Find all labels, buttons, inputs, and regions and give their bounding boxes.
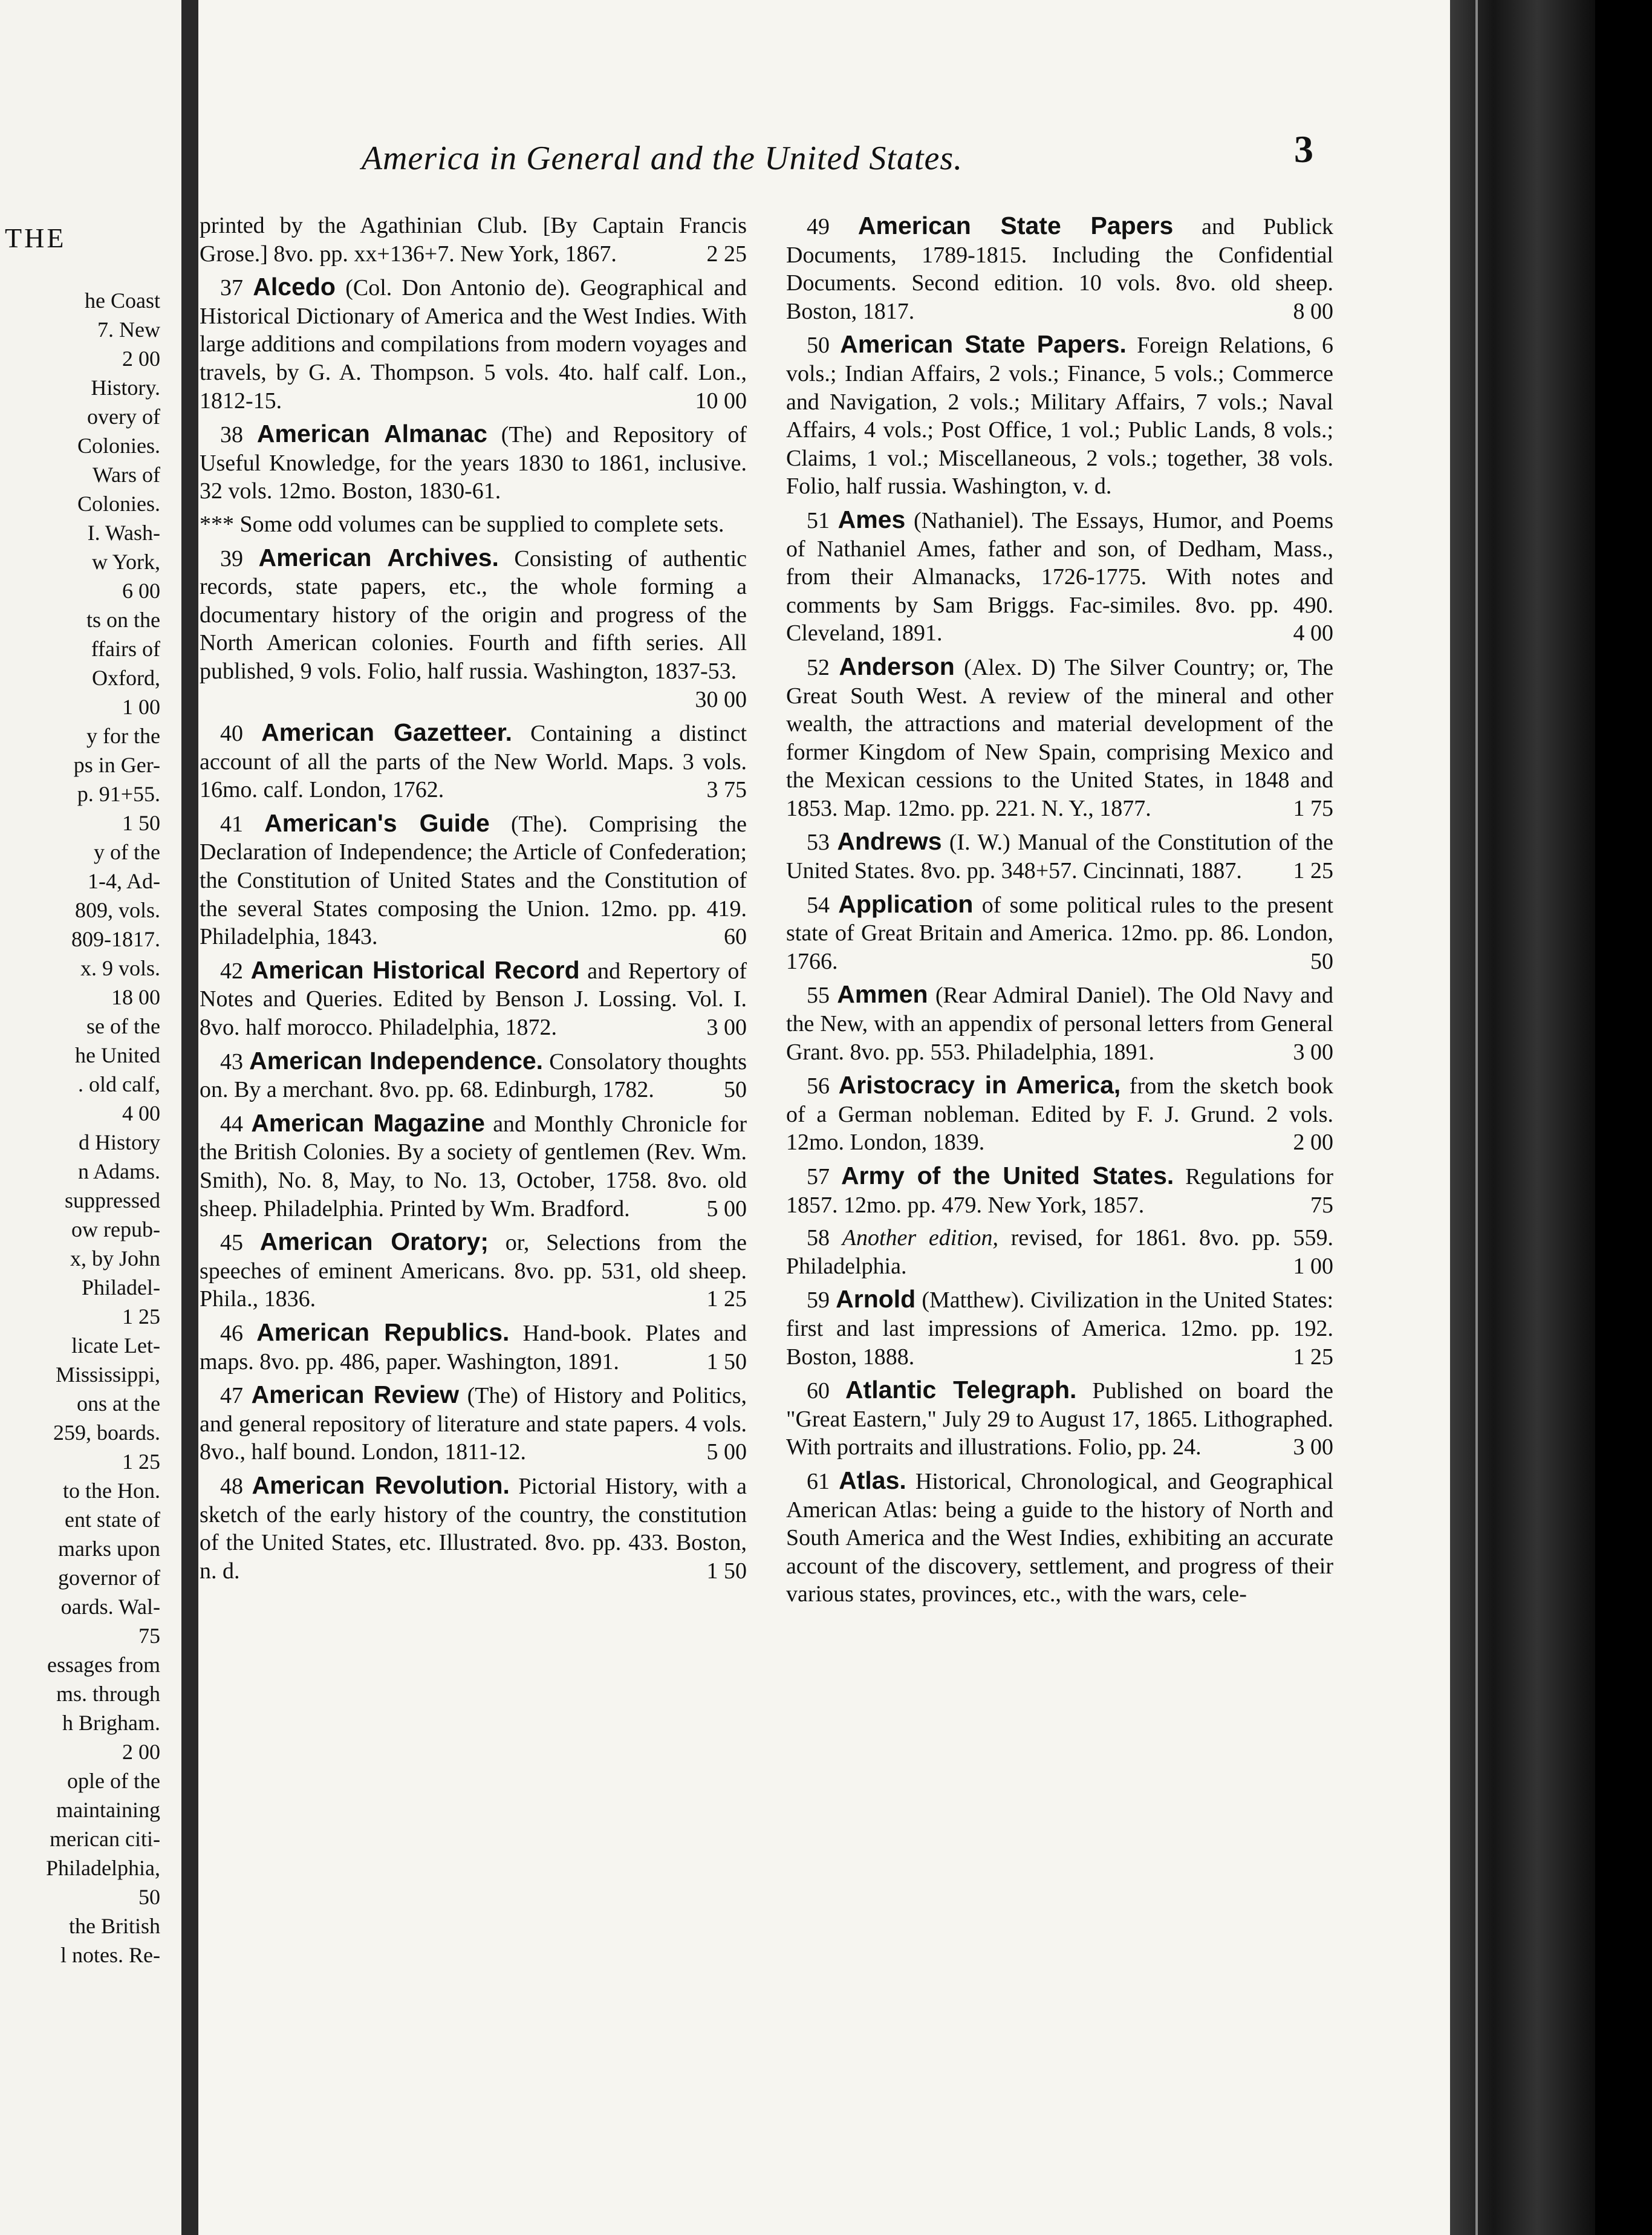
previous-page-line: ow repub-	[71, 1217, 160, 1241]
previous-page-line: 2 00	[122, 346, 160, 371]
previous-page-line: 7. New	[97, 317, 160, 342]
entry-price: 2 00	[1293, 1130, 1333, 1156]
previous-page-line: se of the	[86, 1014, 160, 1038]
entry-number: 51	[807, 507, 830, 533]
previous-page-line: 259, boards.	[53, 1420, 160, 1445]
entry-number: 49	[807, 214, 830, 239]
page-edge	[1450, 0, 1595, 2235]
previous-page-line: governor of	[58, 1566, 160, 1590]
catalog-entry	[200, 718, 747, 804]
entry-heading: Ames	[837, 505, 906, 533]
entry-heading: American's Guide	[264, 808, 490, 837]
previous-page-line: merican citi-	[50, 1827, 160, 1851]
entry-heading: American State Papers	[857, 212, 1174, 239]
entry-price: 30 00	[695, 686, 747, 712]
entry-number: 47	[220, 1383, 243, 1409]
entry-price: 1 00	[1293, 1253, 1333, 1279]
entry-number: 37	[220, 275, 243, 301]
previous-page-line: h Brigham.	[62, 1711, 160, 1735]
entry-heading: Atlas.	[839, 1466, 906, 1494]
entry-price: 1 50	[706, 1348, 747, 1375]
page-number: 3	[1294, 128, 1313, 171]
previous-page-line: Oxford,	[92, 666, 160, 690]
entry-text: of some political rules to the present state of Great Britain and America. 12mo. pp. 86. London, 1766.	[786, 892, 1334, 974]
entry-number: 54	[807, 892, 830, 918]
previous-page-line: Wars of	[92, 463, 160, 487]
entry-heading: American Almanac	[256, 420, 487, 448]
entry-price: 3 75	[706, 777, 747, 803]
entry-heading: American Review	[251, 1381, 460, 1409]
entry-price: 5 00	[706, 1439, 747, 1465]
entry-number: 40	[220, 721, 243, 747]
catalog-entry	[200, 809, 747, 951]
catalog-entry	[200, 1047, 747, 1104]
entry-heading: American State Papers.	[840, 330, 1127, 359]
previous-page-line: marks upon	[58, 1537, 160, 1561]
previous-page-line: ms. through	[56, 1682, 160, 1706]
previous-page-line: ts on the	[86, 608, 160, 632]
previous-page-line: 1 25	[122, 1449, 160, 1474]
previous-page-line: THE	[5, 223, 67, 253]
entry-number: 41	[220, 811, 243, 837]
entry-text: (I. W.) Manual of the Constitution of the United States. 8vo. pp. 348+57. Cincinnati, 1887.	[786, 830, 1334, 884]
entry-price: 8 00	[1293, 298, 1333, 324]
entry-text: Consolatory thoughts on. By a merchant. 8vo. pp. 68. Edinburgh, 1782.	[200, 1049, 747, 1103]
previous-page-line: he Coast	[85, 288, 160, 313]
previous-page-line: y of the	[94, 840, 160, 864]
entry-text: Published on board the "Great Eastern," July 29 to August 17, 1865. Lithographed. With portraits and illustrations. Folio, pp. 24.	[786, 1378, 1333, 1460]
catalog-entry	[200, 1318, 747, 1376]
previous-page-line: 1 00	[122, 695, 160, 719]
entry-number: 38	[220, 422, 243, 448]
entry-number: 50	[807, 333, 830, 359]
catalog-entry	[786, 890, 1333, 976]
entry-number: 57	[807, 1164, 830, 1189]
entry-heading: Army of the United States.	[841, 1162, 1174, 1189]
entry-price: 5 00	[706, 1196, 747, 1222]
catalog-entry	[200, 956, 747, 1042]
entry-heading: American Archives.	[258, 543, 499, 571]
catalog-entry	[786, 1285, 1333, 1371]
entry-heading: Arnold	[836, 1285, 916, 1313]
previous-page-line: ople of the	[67, 1769, 160, 1793]
entry-heading: American Magazine	[251, 1108, 485, 1137]
previous-page-line: 75	[138, 1624, 160, 1648]
previous-page-line: 1 50	[122, 811, 160, 835]
catalog-entry	[200, 1109, 747, 1223]
previous-page-line: Mississippi,	[55, 1362, 160, 1387]
entry-text: Historical, Chronological, and Geographical American Atlas: being a guide to the history of North and South America and the West Indies, exhibiting an accurate account of the discovery, settlement, and progress of their various states, provinces, etc., with the wars, cele-	[786, 1468, 1333, 1607]
continuation-text: printed by the Agathinian Club. [By Captain Francis Grose.] 8vo. pp. xx+136+7. New York, 1867.	[200, 213, 747, 267]
entry-number: 55	[807, 983, 830, 1009]
entry-heading: American Independence.	[249, 1046, 544, 1075]
previous-page-line: essages from	[47, 1653, 160, 1677]
entry-text: revised, for 1861. 8vo. pp. 559. Philadelphia.	[786, 1225, 1333, 1279]
entry-price: 10 00	[695, 388, 747, 414]
entry-text: and Repertory of Notes and Queries. Edited by Benson J. Lossing. Vol. I. 8vo. half morocco. Philadelphia, 1872.	[200, 958, 747, 1041]
entry-text: Regulations for 1857. 12mo. pp. 479. New York, 1857.	[786, 1164, 1333, 1218]
previous-page-line: Colonies.	[77, 434, 160, 458]
entry-price: 60	[724, 924, 747, 950]
entry-price: 1 25	[706, 1286, 747, 1312]
entry-heading: American Revolution.	[252, 1471, 510, 1499]
catalog-entry	[786, 980, 1333, 1066]
entry-heading: Atlantic Telegraph.	[845, 1376, 1077, 1404]
entry-heading: Anderson	[839, 652, 955, 680]
entry-text: (Col. Don Antonio de). Geographical and Historical Dictionary of America and the West Indies. With large additions and compilations from modern voyages and travels, by G. A. Thompson. 5 vols. 4to. half calf. Lon., 1812-15.	[200, 275, 747, 414]
previous-page-line: ons at the	[77, 1391, 160, 1416]
entry-text: Consisting of authentic records, state papers, etc., the whole forming a documentary history of the origin and progress of the North American colonies. Fourth and fifth series. All published, 9 vols. Folio, half russia. Washington, 1837-53.	[200, 545, 747, 684]
previous-page-line: oards. Wal-	[60, 1595, 160, 1619]
entry-price: 1 25	[1293, 1344, 1333, 1370]
previous-page-line: x. 9 vols.	[80, 956, 160, 980]
previous-page-line: . old calf,	[78, 1072, 160, 1096]
previous-page-line: n Adams.	[77, 1159, 160, 1183]
entry-number: 45	[220, 1230, 243, 1256]
previous-page-line: Colonies.	[77, 492, 160, 516]
previous-page-line: History.	[91, 376, 160, 400]
entry-text: (Matthew). Civilization in the United States: first and last impressions of America. 12mo. pp. 192. Boston, 1888.	[786, 1287, 1334, 1370]
entry-text: or, Selections from the speeches of eminent Americans. 8vo. pp. 531, old sheep. Phila., 1836.	[200, 1230, 747, 1312]
entry-text: (The). Comprising the Declaration of Independence; the Article of Confederation; the Constitution of United States and the Constitution of the several States composing the Union. 12mo. pp. 419. Philadelphia, 1843.	[200, 811, 747, 950]
previous-page-line: Philadel-	[82, 1275, 160, 1300]
previous-page-line: ent state of	[65, 1508, 160, 1532]
entry-text: Hand-book. Plates and maps. 8vo. pp. 486, paper. Washington, 1891.	[200, 1320, 747, 1375]
previous-page-line: 4 00	[122, 1101, 160, 1125]
previous-page-fragment	[0, 0, 181, 2235]
catalog-entry	[786, 506, 1333, 648]
previous-page-line: I. Wash-	[87, 521, 160, 545]
running-head: America in General and the United States.	[361, 140, 963, 177]
catalog-entry	[200, 420, 747, 506]
entry-text: (The) and Repository of Useful Knowledge, for the years 1830 to 1861, inclusive. 32 vols. 12mo. Boston, 1830-61.	[200, 422, 747, 504]
entry-text: (The) of History and Politics, and general repository of literature and state papers. 4 vols. 8vo., half bound. London, 1811-12.	[200, 1383, 747, 1465]
entry-price: 1 75	[1293, 795, 1333, 821]
entry-number: 48	[220, 1473, 243, 1499]
previous-page-line: l notes. Re-	[60, 1943, 160, 1967]
previous-page-line: Philadelphia,	[46, 1856, 160, 1880]
previous-page-line: 50	[138, 1885, 160, 1909]
previous-page-line: he United	[75, 1043, 160, 1067]
previous-page-line: maintaining	[56, 1798, 160, 1822]
entry-number: 58	[807, 1225, 830, 1251]
right-column	[786, 212, 1333, 1613]
previous-page-line: 809-1817.	[71, 927, 160, 951]
previous-page-line: licate Let-	[71, 1333, 160, 1358]
entry-number: 56	[807, 1073, 830, 1099]
entry-heading: Application	[838, 890, 974, 918]
catalog-entry	[200, 1381, 747, 1466]
previous-page-line: the British	[69, 1914, 160, 1938]
catalog-entry	[786, 1162, 1333, 1219]
entry-number: 60	[807, 1378, 830, 1404]
previous-page-line: to the Hon.	[63, 1479, 160, 1503]
entry-text: Containing a distinct account of all the parts of the New World. Maps. 3 vols. 16mo. calf. London, 1762.	[200, 721, 747, 803]
entry-text: (Alex. D) The Silver Country; or, The Great South West. A review of the mineral and other wealth, the attractions and material development of the former Kingdom of New Spain, comprising Mexico and the Mexican cessions to the United States, in 1848 and 1853. Map. 12mo. pp. 221. N. Y., 1877.	[786, 654, 1334, 821]
entry-number: 61	[807, 1468, 830, 1494]
entry-price: 3 00	[706, 1015, 747, 1041]
entry-text: and Publick Documents, 1789-1815. Including the Confidential Documents. Second edition. 10 vols. 8vo. old sheep. Boston, 1817.	[786, 214, 1334, 324]
catalog-entry	[200, 544, 747, 714]
entry-price: 3 00	[1293, 1039, 1333, 1065]
entry-note: *** Some odd volumes can be supplied to complete sets.	[200, 511, 724, 537]
previous-page-line: d History	[79, 1130, 160, 1154]
entry-price: 50	[1310, 948, 1333, 974]
previous-page-line: overy of	[87, 405, 160, 429]
entry-italic: Another edition,	[842, 1225, 998, 1251]
entry-heading: Andrews	[837, 827, 942, 856]
left-column	[200, 212, 747, 1590]
entry-text: Foreign Relations, 6 vols.; Indian Affairs, 2 vols.; Finance, 5 vols.; Commerce and Navigation, 2 vols.; Military Affairs, 7 vols.; Naval Affairs, 4 vols.; Post Office, 1 vol.; Public Lands, 8 vols.; Claims, 1 vol.; Miscellaneous, 2 vols.; together, 38 vols. Folio, half russia. Washington, v. d.	[786, 333, 1333, 499]
entry-price: 75	[1310, 1192, 1333, 1218]
catalog-entry	[200, 1228, 747, 1313]
previous-page-lines	[0, 224, 166, 1970]
entry-number: 39	[220, 545, 243, 571]
catalog-entry	[786, 1376, 1333, 1462]
continuation-entry	[200, 212, 747, 268]
entry-number: 53	[807, 830, 830, 856]
entry-heading: American Historical Record	[250, 955, 580, 984]
previous-page-line: 18 00	[111, 985, 160, 1009]
previous-page-line: 809, vols.	[74, 898, 160, 922]
previous-page-line: w York,	[91, 550, 160, 574]
catalog-entry	[786, 1466, 1333, 1609]
catalog-entry	[200, 1471, 747, 1585]
entry-heading: American Gazetteer.	[261, 718, 512, 747]
catalog-entry	[786, 1224, 1333, 1280]
entry-heading: Ammen	[837, 980, 928, 1009]
entry-price: 50	[724, 1077, 747, 1103]
previous-page-line: suppressed	[65, 1188, 160, 1212]
entry-heading: American Oratory;	[259, 1228, 489, 1256]
entry-price: 4 00	[1293, 620, 1333, 646]
entry-number: 43	[220, 1049, 243, 1075]
entry-text: from the sketch book of a German nobleman. Edited by F. J. Grund. 2 vols. 12mo. London, 1839.	[786, 1073, 1334, 1156]
entry-number: 59	[807, 1287, 830, 1313]
previous-page-line: ffairs of	[91, 637, 160, 661]
previous-page-line: 2 00	[122, 1740, 160, 1764]
catalog-entry	[786, 212, 1333, 325]
entry-price: 3 00	[1293, 1434, 1333, 1460]
previous-page-line: p. 91+55.	[77, 782, 160, 806]
entry-heading: Aristocracy in America,	[838, 1071, 1121, 1099]
entry-heading: American Republics.	[256, 1318, 510, 1346]
entry-text: (Rear Admiral Daniel). The Old Navy and the New, with an appendix of personal letters from General Grant. 8vo. pp. 553. Philadelphia, 1891.	[786, 983, 1334, 1065]
entry-heading: Alcedo	[253, 273, 336, 301]
catalog-entry	[786, 652, 1333, 823]
previous-page-line: ps in Ger-	[73, 753, 160, 777]
catalog-entry	[200, 273, 747, 415]
entry-number: 44	[220, 1111, 243, 1137]
catalog-entry	[786, 827, 1333, 885]
previous-page-line: 6 00	[122, 579, 160, 603]
entry-text: (Nathaniel). The Essays, Humor, and Poems of Nathaniel Ames, father and son, of Dedham, Mass., from their Almanacks, 1726-1775. With notes and comments by Sam Briggs. Fac-similes. 8vo. pp. 490. Cleveland, 1891.	[786, 507, 1334, 646]
entry-price: 1 25	[1293, 858, 1333, 884]
previous-page-line: x, by John	[70, 1246, 160, 1270]
catalog-entry	[786, 1071, 1333, 1157]
entry-number: 52	[807, 654, 830, 680]
entry-number: 46	[220, 1320, 243, 1346]
continuation-price: 2 25	[706, 241, 747, 267]
entry-number: 42	[220, 958, 243, 984]
previous-page-line: y for the	[86, 724, 160, 748]
page-edge-highlight	[1475, 0, 1478, 2235]
entry-text: Pictorial History, with a sketch of the early history of the country, the constitution of the United States, etc. Illustrated. 8vo. pp. 433. Boston, n. d.	[200, 1473, 747, 1584]
previous-page-line: 1 25	[122, 1304, 160, 1329]
previous-page-line: 1-4, Ad-	[88, 869, 160, 893]
entry-price: 1 50	[706, 1558, 747, 1584]
book-gutter	[181, 0, 198, 2235]
catalog-entry	[786, 330, 1333, 501]
entry-text: and Monthly Chronicle for the British Colonies. By a society of gentlemen (Rev. Wm. Smith), No. 8, May, to No. 13, October, 1758. 8vo. old sheep. Philadelphia. Printed by Wm. Bradford.	[200, 1111, 747, 1222]
